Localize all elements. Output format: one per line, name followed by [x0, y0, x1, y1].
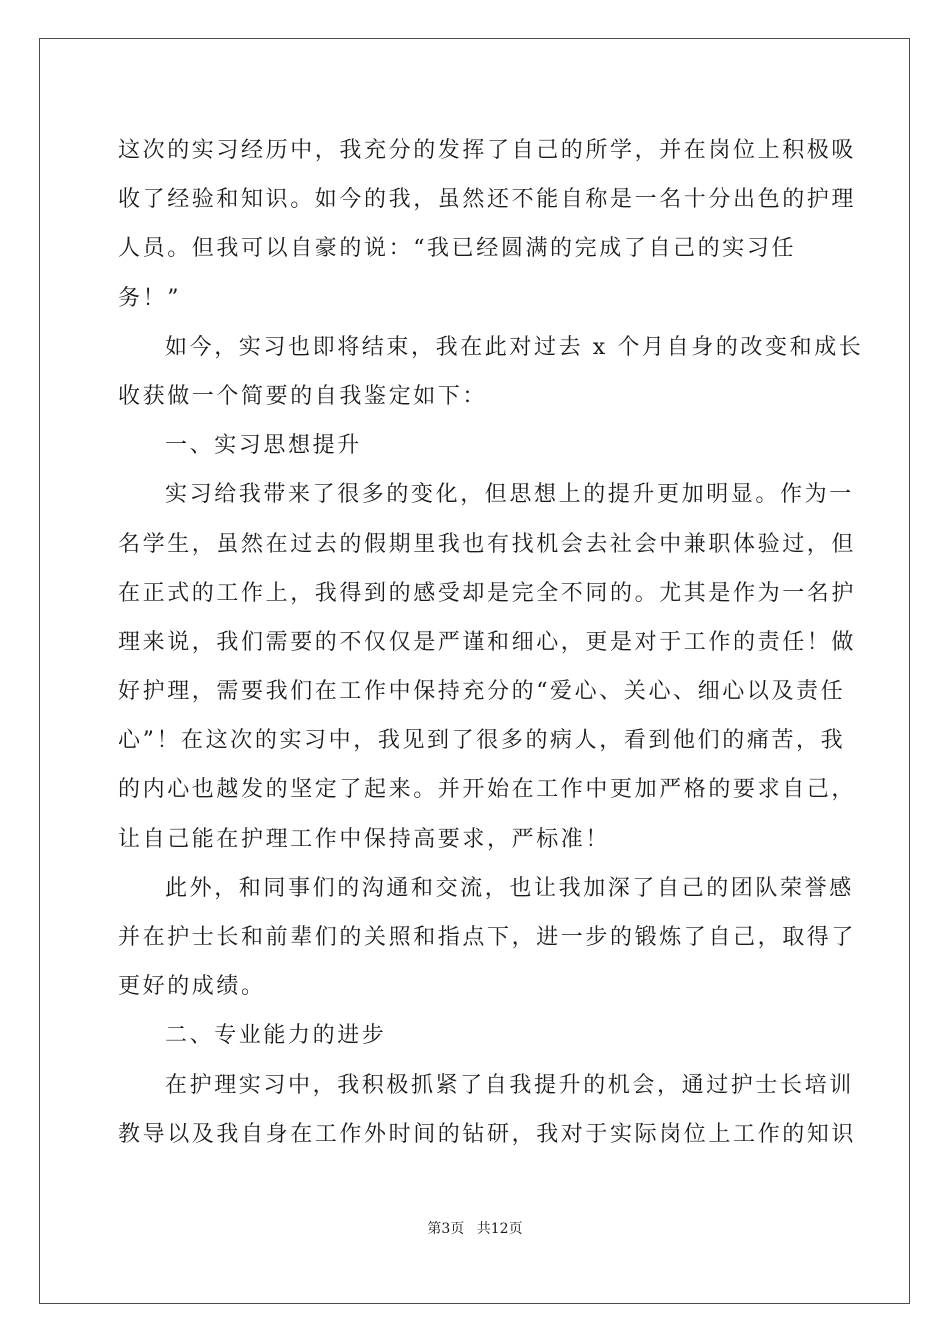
text-line: 心”！在这次的实习中，我见到了很多的病人，看到他们的痛苦，我 — [118, 728, 846, 754]
text-line: 在护理实习中，我积极抓紧了自我提升的机会，通过护士长培训 — [165, 1072, 854, 1098]
text-line: 收了经验和知识。如今的我，虽然还不能自称是一名十分出色的护理 — [118, 187, 857, 213]
text-line: 好护理，需要我们在工作中保持充分的“爱心、关心、细心以及责任 — [118, 679, 846, 705]
text-line: 此外，和同事们的沟通和交流，也让我加深了自己的团队荣誉感 — [165, 875, 854, 901]
text-line: 教导以及我自身在工作外时间的钻研，我对于实际岗位上工作的知识 — [118, 1121, 857, 1147]
text-line: 理来说，我们需要的不仅仅是严谨和细心，更是对于工作的责任！做 — [118, 629, 857, 655]
section-heading: 二、专业能力的进步 — [165, 1023, 387, 1049]
text-line: 让自己能在护理工作中保持高要求，严标准！ — [118, 826, 611, 852]
text-line: 收获做一个简要的自我鉴定如下： — [118, 383, 488, 409]
text-line: 在正式的工作上，我得到的感受却是完全不同的。尤其是作为一名护 — [118, 580, 857, 606]
section-heading: 一、实习思想提升 — [165, 433, 362, 459]
text-line: 名学生，虽然在过去的假期里我也有找机会去社会中兼职体验过，但 — [118, 531, 857, 557]
text-line: 的内心也越发的坚定了起来。并开始在工作中更加严格的要求自己， — [118, 777, 857, 803]
page-footer — [0, 1218, 950, 1238]
page-number: 第3页 — [427, 1221, 465, 1237]
text-line: 实习给我带来了很多的变化，但思想上的提升更加明显。作为一 — [165, 482, 854, 508]
text-line: 务！” — [118, 285, 182, 311]
total-pages: 共12页 — [476, 1221, 523, 1237]
text-line: 这次的实习经历中，我充分的发挥了自己的所学，并在岗位上积极吸 — [118, 138, 857, 163]
document-body — [118, 126, 864, 1159]
text-line: 如今，实习也即将结束，我在此对过去 x 个月自身的改变和成长 — [165, 334, 864, 360]
text-line: 更好的成绩。 — [118, 974, 266, 1000]
text-line: 人员。但我可以自豪的说：“我已经圆满的完成了自己的实习任 — [118, 236, 797, 262]
text-line: 并在护士长和前辈们的关照和指点下，进一步的锻炼了自己，取得了 — [118, 925, 857, 950]
